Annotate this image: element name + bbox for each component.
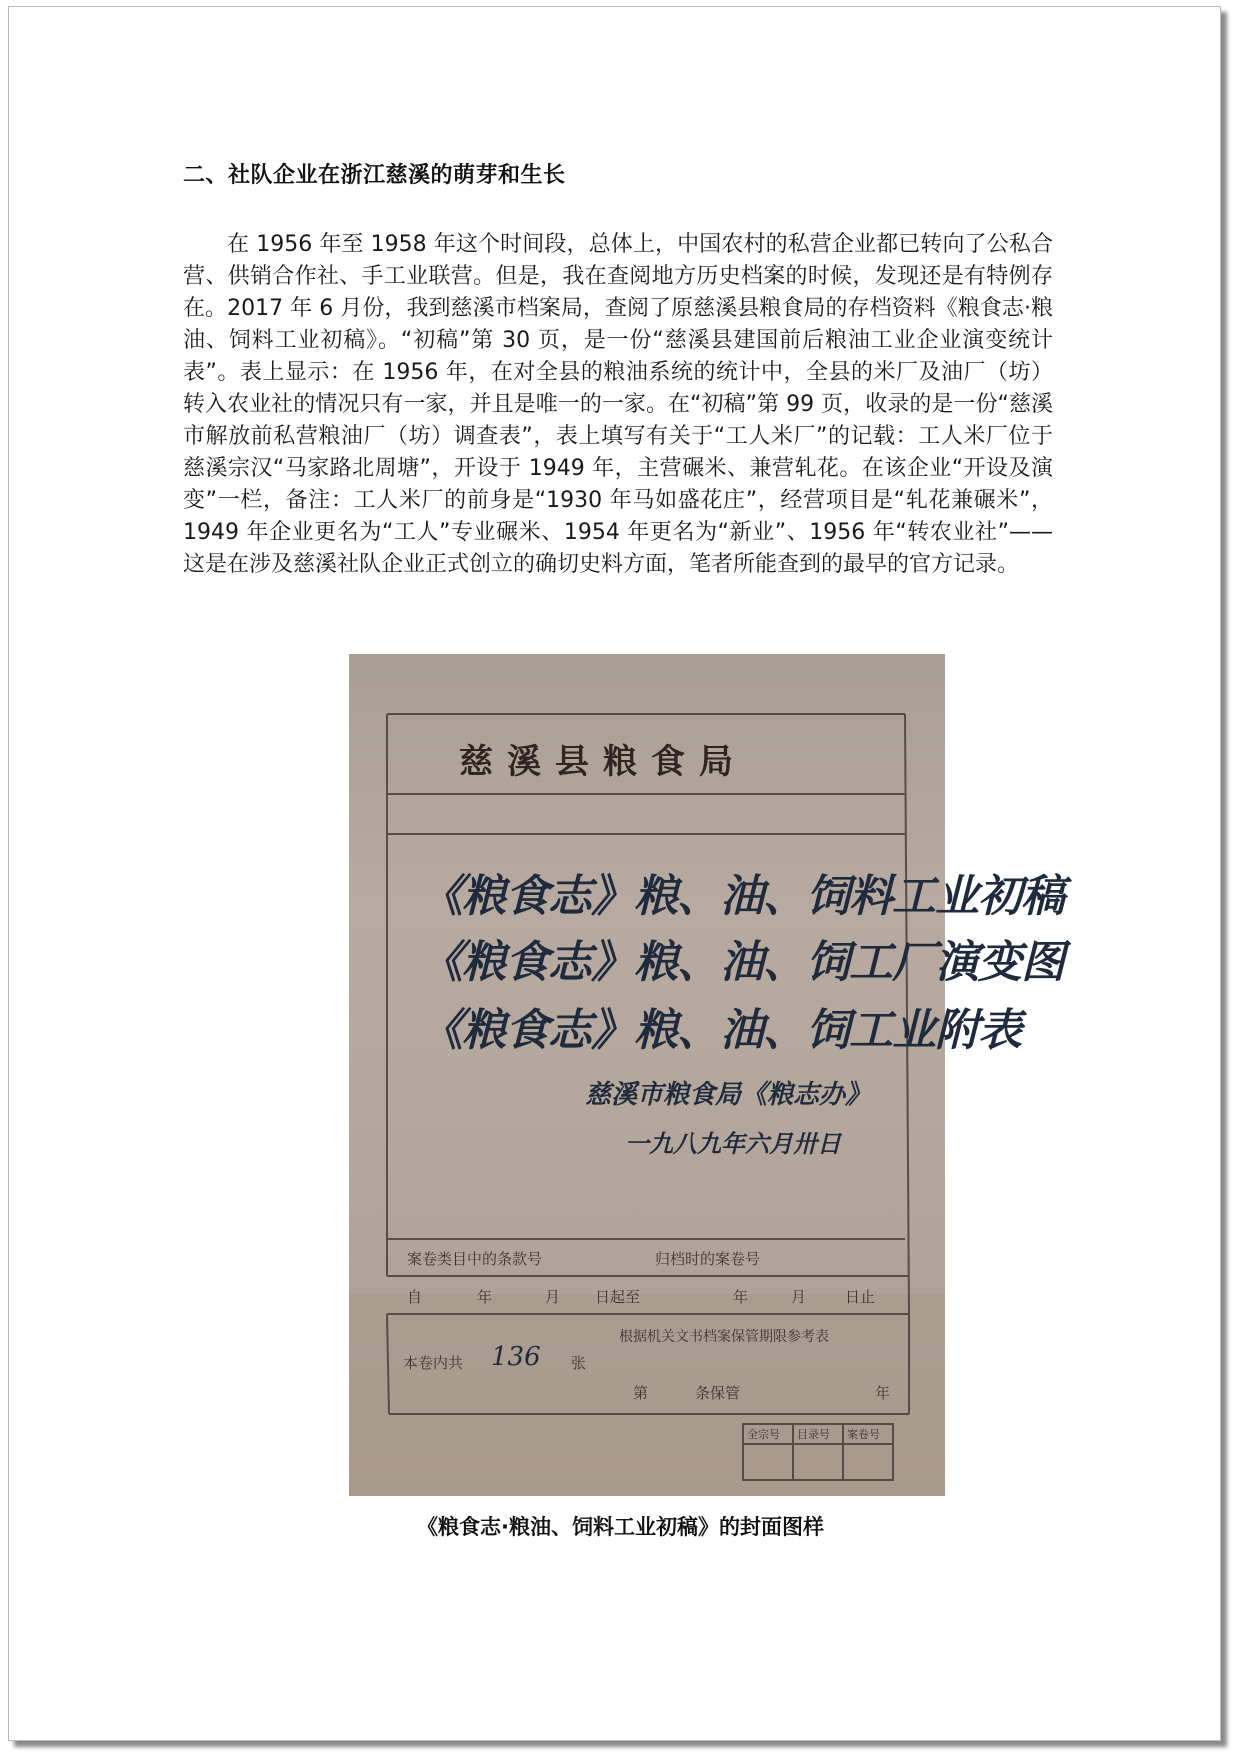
section-heading: 二、社队企业在浙江慈溪的萌芽和生长 [183, 163, 566, 188]
cover-date-cell: 月 [791, 1288, 807, 1306]
cover-rule-cell: 条保管 [695, 1384, 741, 1402]
cover-date-cell: 日起至 [595, 1288, 641, 1306]
cover-printed-title: 慈溪县粮食局 [459, 742, 747, 782]
cover-stamp-cell: 全宗号 [747, 1428, 780, 1441]
cover-handwritten-date: 一九八九年六月卅日 [625, 1129, 841, 1158]
cover-handwritten-line-2: 《粮食志》粮、油、饲工厂演变图 [419, 937, 1064, 988]
cover-rule-cell: 年 [875, 1384, 891, 1402]
cover-date-cell: 月 [545, 1288, 561, 1306]
cover-count-value: 136 [491, 1342, 541, 1372]
cover-stamp-cell: 案卷号 [847, 1428, 880, 1441]
body-paragraph-block [183, 229, 1053, 581]
cover-rule-cell: 第 [633, 1384, 649, 1402]
cover-handwritten-line-3: 《粮食志》粮、油、饲工业附表 [419, 1005, 1021, 1056]
cover-handwritten-line-1: 《粮食志》粮、油、饲料工业初稿 [419, 871, 1064, 922]
cover-date-cell: 日止 [845, 1288, 876, 1306]
cover-date-cell: 自 [407, 1288, 423, 1306]
cover-field-reference: 根据机关文书档案保管期限参考表 [619, 1329, 829, 1345]
body-paragraph: 在 1956 年至 1958 年这个时间段，总体上，中国农村的私营企业都已转向了公私合营、供销合作社、手工业联营。但是，我在查阅地方历史档案的时候，发现还是有特例存在。2017 年 6 月份，我到慈溪市档案局，查阅了原慈溪县粮食局的存档资料《粮食志·粮油、饲料工业初稿》。“初稿”第 30 页，是一份“慈溪县建国前后粮油工业企业演变统计表”。表上显示：在 1956 年，在对全县的粮油系统的统计中，全县的米厂及油厂（坊）转入农业社的情况只有一家，并且是唯一的一家。在“初稿”第 99 页，收录的是一份“慈溪市解放前私营粮油厂（坊）调查表”，表上填写有关于“工人米厂”的记载：工人米厂位于慈溪宗汉“马家路北周塘”，开设于 1949 年，主营碾米、兼营轧花。在该企业“开设及演变”一栏，备注：工人米厂的前身是“1930 年马如盛花庄”，经营项目是“轧花兼碾米”，1949 年企业更名为“工人”专业碾米、1954 年更名为“新业”、1956 年“转农业社”——这是在涉及慈溪社队企业正式创立的确切史料方面，笔者所能查到的最早的官方记录。 [183, 232, 1053, 577]
cover-count-label: 本卷内共 [403, 1354, 464, 1372]
cover-date-cell: 年 [477, 1288, 493, 1306]
figure-caption: 《粮食志·粮油、饲料工业初稿》的封面图样 [417, 1515, 824, 1539]
cover-field-archive: 归档时的案卷号 [655, 1250, 761, 1268]
cover-count-unit: 张 [571, 1354, 587, 1372]
cover-stamp-cell: 目录号 [797, 1428, 830, 1441]
cover-date-cell: 年 [733, 1288, 749, 1306]
cover-handwritten-sign: 慈溪市粮食局《粮志办》 [585, 1080, 872, 1110]
archive-cover-photo [349, 654, 1064, 1496]
cover-field-catalog: 案卷类目中的条款号 [407, 1250, 543, 1268]
